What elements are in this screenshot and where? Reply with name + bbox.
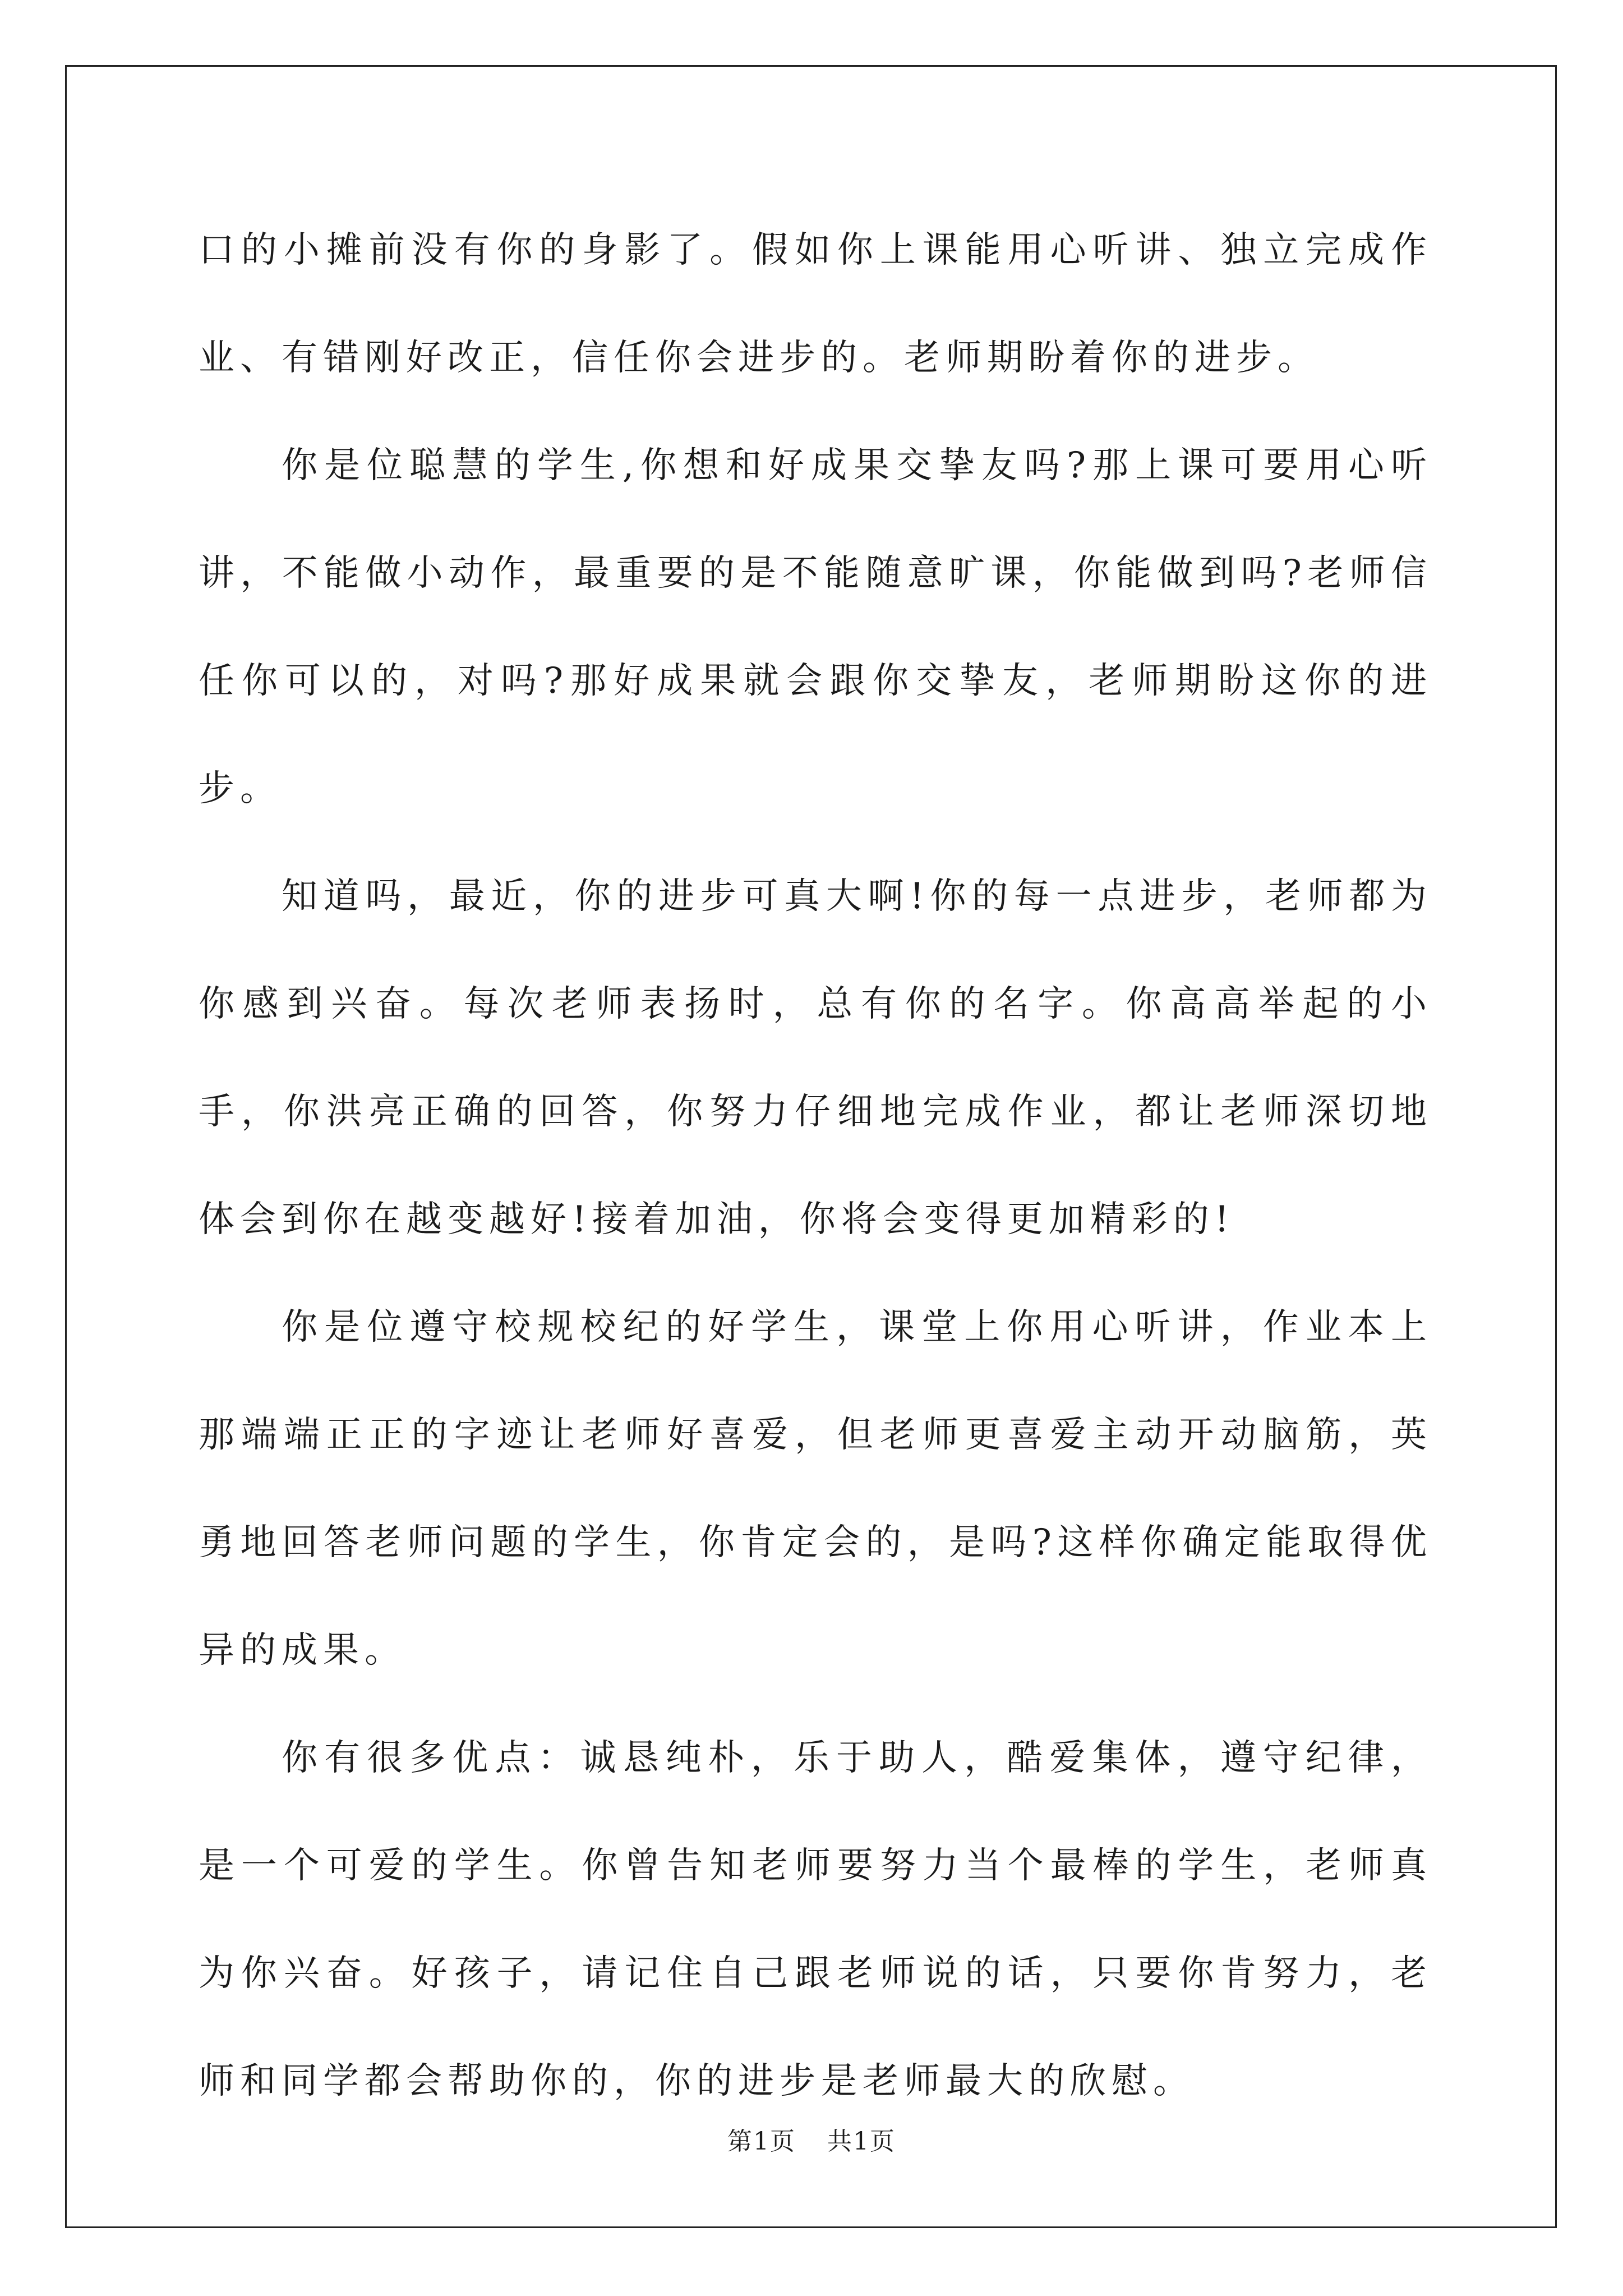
paragraph-2: 你是位聪慧的学生,你想和好成果交挚友吗?那上课可要用心听讲，不能做小动作，最重要的是不能随意旷课，你能做到吗?老师信任你可以的，对吗?那好成果就会跟你交挚友，老师期盼这你的进步。: [199, 445, 1432, 809]
paragraph-4: 你是位遵守校规校纪的好学生，课堂上你用心听讲，作业本上那端端正正的字迹让老师好喜爱，但老师更喜爱主动开动脑筋，英勇地回答老师问题的学生，你肯定会的，是吗?这样你确定能取得优异的成果。: [199, 1306, 1432, 1671]
paragraph-5: 你有很多优点：诚恳纯朴，乐于助人，酷爱集体，遵守纪律，是一个可爱的学生。你曾告知老师要努力当个最棒的学生，老师真为你兴奋。好孩子，请记住自己跟老师说的话，只要你肯努力，老师和同学都会帮助你的，你的进步是老师最大的欣慰。: [199, 1737, 1432, 2102]
paragraph-1: 口的小摊前没有你的身影了。假如你上课能用心听讲、独立完成作业、有错刚好改正，信任你会进步的。老师期盼着你的进步。: [199, 229, 1432, 379]
page-footer: [0, 2125, 1623, 2159]
page-total: 共1页: [827, 2127, 896, 2156]
document-body: [199, 196, 1432, 2135]
paragraph-3: 知道吗，最近，你的进步可真大啊!你的每一点进步，老师都为你感到兴奋。每次老师表扬时，总有你的名字。你高高举起的小手，你洪亮正确的回答，你努力仔细地完成作业，都让老师深切地体会到你在越变越好!接着加油，你将会变得更加精彩的!: [199, 876, 1432, 1240]
page-number: 第1页: [727, 2127, 796, 2156]
